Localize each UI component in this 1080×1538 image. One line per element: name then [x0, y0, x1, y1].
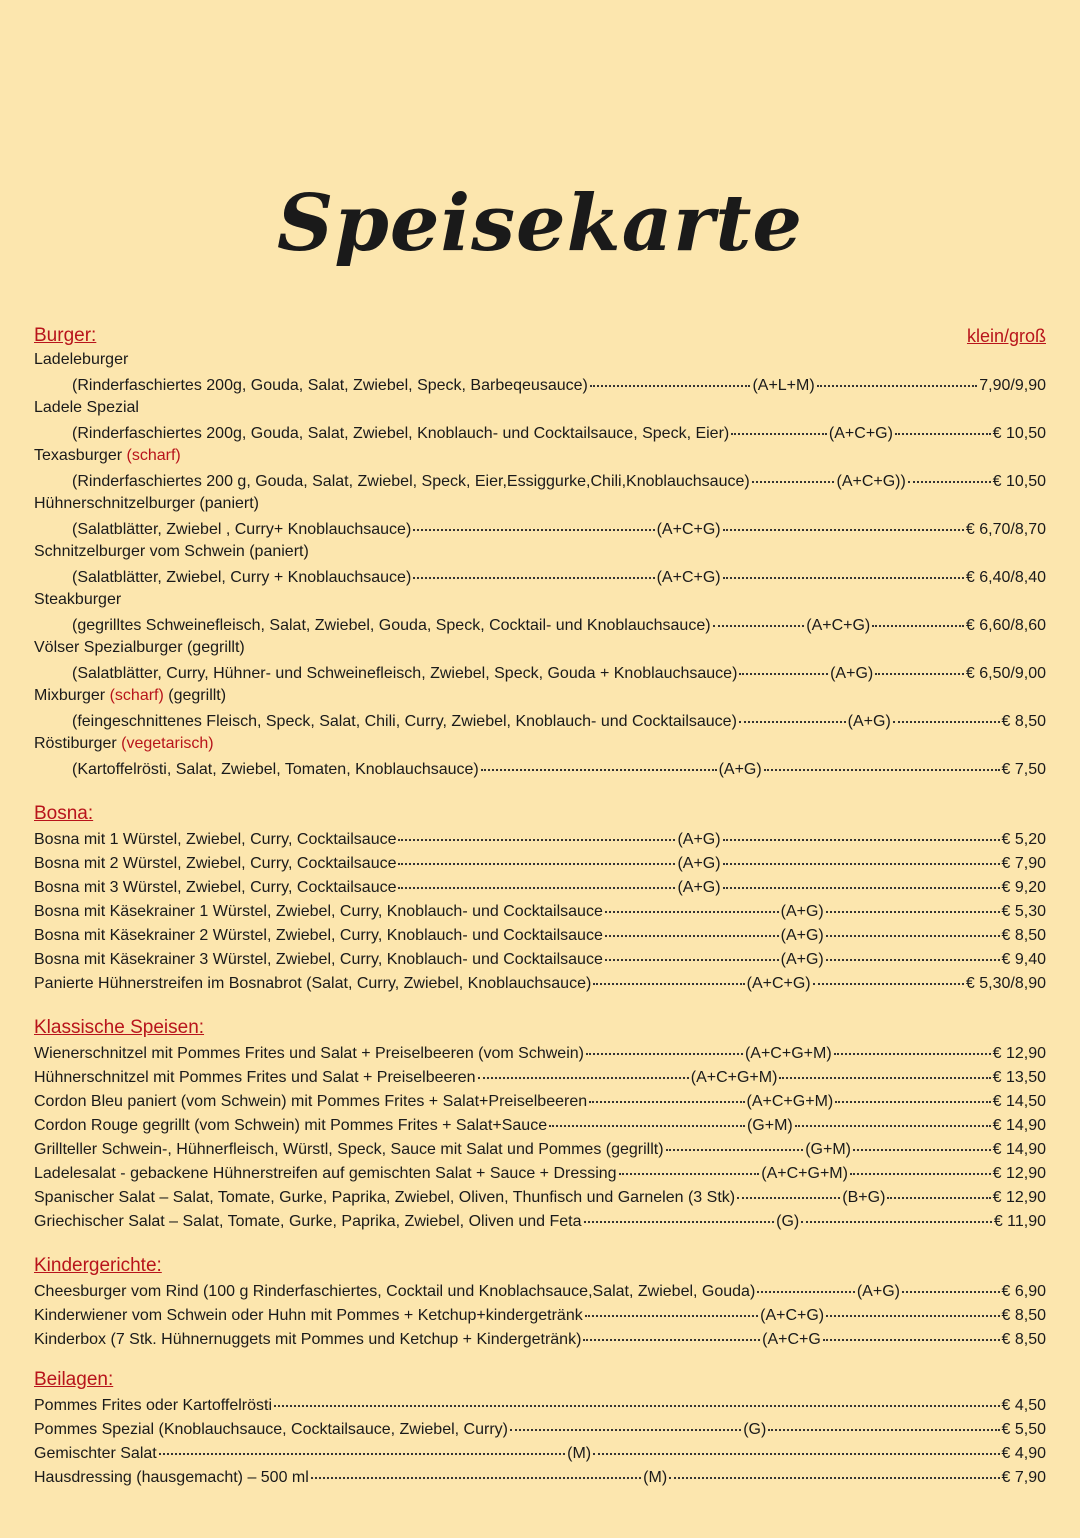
item-allergens: (A+C+G) — [828, 425, 893, 442]
leader-dots — [826, 919, 1000, 937]
item-allergens: (A+C+G+M) — [744, 1045, 832, 1062]
leader-dots — [853, 1133, 991, 1151]
leader-dots — [723, 871, 1000, 889]
leader-dots — [413, 513, 654, 531]
menu-item-detail — [34, 708, 1046, 732]
item-allergens: (A+G) — [780, 903, 824, 920]
item-price: € 6,50/9,00 — [965, 665, 1046, 682]
item-price: € 7,50 — [1001, 761, 1046, 778]
leader-dots — [669, 1461, 999, 1479]
leader-dots — [895, 417, 991, 435]
leader-dots — [731, 417, 827, 435]
item-title-suffix: (gegrillt) — [168, 687, 227, 704]
item-title: Bosna mit 2 Würstel, Zwiebel, Curry, Cocktailsauce — [34, 855, 397, 872]
leader-dots — [549, 1109, 745, 1127]
leader-dots — [723, 823, 1000, 841]
section-heading-burger — [34, 322, 1046, 348]
beilagen-heading: Beilagen: — [34, 1369, 114, 1390]
item-title: Mixburger — [34, 687, 106, 704]
leader-dots — [481, 753, 717, 771]
menu-item — [34, 1326, 1046, 1350]
item-price: € 10,50 — [992, 473, 1047, 490]
item-allergens: (M) — [567, 1445, 592, 1462]
leader-dots — [590, 369, 751, 387]
item-description: (Salatblätter, Zwiebel, Curry + Knoblauchsauce) — [72, 569, 412, 586]
klassisch-list — [34, 1040, 1046, 1232]
leader-dots — [619, 1157, 760, 1175]
leader-dots — [908, 465, 991, 483]
item-allergens: (G) — [776, 1213, 800, 1230]
item-price: 7,90/9,90 — [979, 377, 1047, 394]
page-title: Speisekarte — [277, 178, 803, 269]
item-title: Röstiburger — [34, 735, 117, 752]
item-title: Bosna mit Käsekrainer 2 Würstel, Zwiebel, Curry, Knoblauch- und Cocktailsauce — [34, 927, 603, 944]
item-price: € 8,50 — [1001, 1307, 1046, 1324]
leader-dots — [723, 561, 964, 579]
item-title: Hausdressing (hausgemacht) – 500 ml — [34, 1469, 309, 1486]
item-allergens: (A+L+M) — [752, 377, 815, 394]
size-label: klein/groß — [966, 326, 1046, 346]
item-allergens: (A+G) — [856, 1283, 900, 1300]
item-price: € 9,20 — [1001, 879, 1046, 896]
item-title: Gemischter Salat — [34, 1445, 157, 1462]
leader-dots — [605, 919, 779, 937]
bosna-list — [34, 826, 1046, 994]
item-title: Griechischer Salat – Salat, Tomate, Gurke, Paprika, Zwiebel, Oliven und Feta — [34, 1213, 582, 1230]
menu-item-detail — [34, 660, 1046, 684]
leader-dots — [398, 847, 675, 865]
item-allergens: (A+G) — [847, 713, 891, 730]
item-title: Cordon Rouge gegrillt (vom Schwein) mit Pommes Frites + Salat+Sauce — [34, 1117, 548, 1134]
item-title: Steakburger — [34, 591, 122, 608]
item-price: € 10,50 — [992, 425, 1047, 442]
item-description: (Rinderfaschiertes 200g, Gouda, Salat, Zwiebel, Knoblauch- und Cocktailsauce, Speck, Eier) — [72, 425, 730, 442]
item-title: Bosna mit 3 Würstel, Zwiebel, Curry, Cocktailsauce — [34, 879, 397, 896]
leader-dots — [398, 823, 675, 841]
item-title: Ladele Spezial — [34, 399, 139, 416]
item-price: € 6,60/8,60 — [965, 617, 1046, 634]
item-description: (Salatblätter, Curry, Hühner- und Schweinefleisch, Zwiebel, Speck, Gouda + Knoblauchsauce) — [72, 665, 738, 682]
item-price: € 12,90 — [992, 1165, 1046, 1182]
leader-dots — [589, 1085, 744, 1103]
item-title: Spanischer Salat – Salat, Tomate, Gurke, Paprika, Zwiebel, Oliven, Thunfisch und Garnelen (3 Stk) — [34, 1189, 736, 1206]
leader-dots — [826, 943, 1000, 961]
menu-item-detail — [34, 516, 1046, 540]
leader-dots — [752, 465, 835, 483]
item-title: Kinderbox (7 Stk. Hühnernuggets mit Pommes und Ketchup + Kindergetränk) — [34, 1331, 582, 1348]
item-title: Ladelesalat - gebackene Hühnerstreifen auf gemischten Salat + Sauce + Dressing — [34, 1165, 617, 1182]
item-allergens: (A+C+G) — [746, 975, 811, 992]
leader-dots — [835, 1085, 990, 1103]
item-price: € 6,40/8,40 — [965, 569, 1046, 586]
leader-dots — [875, 657, 964, 675]
item-price: € 8,50 — [1001, 1331, 1047, 1348]
item-price: € 8,50 — [1001, 927, 1047, 944]
item-title: Texasburger — [34, 447, 123, 464]
leader-dots — [605, 895, 779, 913]
item-description: (Rinderfaschiertes 200 g, Gouda, Salat, Zwiebel, Speck, Eier,Essiggurke,Chili,Knoblauchsauce) — [72, 473, 750, 490]
leader-dots — [872, 609, 964, 627]
item-price: € 12,90 — [992, 1045, 1046, 1062]
leader-dots — [274, 1389, 1000, 1407]
menu-item-detail — [34, 420, 1046, 444]
leader-dots — [893, 705, 1000, 723]
item-tag: (scharf) — [109, 687, 164, 704]
item-allergens: (A+G) — [677, 879, 721, 896]
item-allergens: (A+G) — [780, 927, 824, 944]
item-title: Völser Spezialburger (gegrillt) — [34, 639, 245, 656]
burger-heading: Burger: — [34, 325, 97, 346]
item-title: Wienerschnitzel mit Pommes Frites und Salat + Preiselbeeren (vom Schwein) — [34, 1045, 584, 1062]
leader-dots — [586, 1037, 743, 1055]
item-allergens: (G+M) — [746, 1117, 793, 1134]
item-allergens: (G+M) — [805, 1141, 851, 1158]
item-allergens: (A+C+G+M) — [761, 1165, 848, 1182]
item-price: € 14,50 — [992, 1093, 1047, 1110]
item-price: € 7,90 — [1001, 855, 1046, 872]
beilagen-list — [34, 1392, 1046, 1488]
item-allergens: (A+C+G)) — [836, 473, 906, 490]
menu-item-detail — [34, 372, 1046, 396]
leader-dots — [757, 1275, 855, 1293]
item-title: Bosna mit Käsekrainer 1 Würstel, Zwiebel, Curry, Knoblauch- und Cocktailsauce — [34, 903, 603, 920]
leader-dots — [737, 1181, 840, 1199]
leader-dots — [585, 1299, 758, 1317]
item-allergens: (A+C+G) — [656, 521, 721, 538]
section-heading-kinder — [34, 1252, 1046, 1278]
item-price: € 13,50 — [992, 1069, 1047, 1086]
item-allergens: (A+G) — [830, 665, 874, 682]
item-description: (Kartoffelrösti, Salat, Zwiebel, Tomaten, Knoblauchsauce) — [72, 761, 479, 778]
item-title: Kinderwiener vom Schwein oder Huhn mit Pommes + Ketchup+kindergetränk — [34, 1307, 583, 1324]
item-price: € 6,70/8,70 — [965, 521, 1046, 538]
leader-dots — [311, 1461, 641, 1479]
leader-dots — [813, 967, 964, 985]
leader-dots — [826, 1299, 999, 1317]
item-title: Schnitzelburger vom Schwein (paniert) — [34, 543, 309, 560]
item-title: Pommes Frites oder Kartoffelrösti — [34, 1397, 273, 1414]
item-title: Cordon Bleu paniert (vom Schwein) mit Pommes Frites + Salat+Preiselbeeren — [34, 1093, 588, 1110]
item-tag: (scharf) — [126, 447, 181, 464]
klassisch-heading: Klassische Speisen: — [34, 1017, 205, 1038]
leader-dots — [739, 705, 846, 723]
item-title: Bosna mit 1 Würstel, Zwiebel, Curry, Cocktailsauce — [34, 831, 397, 848]
menu — [34, 322, 1046, 1488]
leader-dots — [850, 1157, 991, 1175]
item-description: (gegrilltes Schweinefleisch, Salat, Zwiebel, Gouda, Speck, Cocktail- und Knoblauchsauce) — [72, 617, 711, 634]
item-price: € 9,40 — [1001, 951, 1047, 968]
leader-dots — [605, 943, 779, 961]
leader-dots — [713, 609, 805, 627]
leader-dots — [795, 1109, 991, 1127]
item-allergens: (A+C+G — [762, 1331, 821, 1348]
item-allergens: (G) — [743, 1421, 767, 1438]
item-allergens: (A+C+G) — [656, 569, 721, 586]
menu-item — [34, 970, 1046, 994]
leader-dots — [478, 1061, 689, 1079]
menu-item-detail — [34, 564, 1046, 588]
item-allergens: (A+C+G) — [806, 617, 871, 634]
leader-dots — [159, 1437, 565, 1455]
item-allergens: (A+G) — [780, 951, 824, 968]
item-allergens: (A+G) — [718, 761, 762, 778]
leader-dots — [593, 1437, 999, 1455]
leader-dots — [779, 1061, 990, 1079]
item-price: € 11,90 — [993, 1213, 1047, 1230]
leader-dots — [826, 895, 1000, 913]
leader-dots — [764, 753, 1000, 771]
leader-dots — [593, 967, 744, 985]
item-allergens: (M) — [643, 1469, 668, 1486]
item-description: (Rinderfaschiertes 200g, Gouda, Salat, Zwiebel, Speck, Barbeqeusauce) — [72, 377, 588, 394]
item-price: € 12,90 — [992, 1189, 1047, 1206]
menu-item — [34, 1208, 1046, 1232]
menu-item — [34, 1464, 1046, 1488]
leader-dots — [768, 1413, 999, 1431]
item-title: Ladeleburger — [34, 351, 129, 368]
item-price: € 7,90 — [1001, 1469, 1046, 1486]
item-price: € 4,90 — [1001, 1445, 1046, 1462]
leader-dots — [723, 847, 1000, 865]
leader-dots — [817, 369, 978, 387]
item-title: Hühnerschnitzel mit Pommes Frites und Salat + Preiselbeeren — [34, 1069, 476, 1086]
leader-dots — [398, 871, 675, 889]
leader-dots — [887, 1181, 990, 1199]
kinder-list — [34, 1278, 1046, 1350]
item-title: Pommes Spezial (Knoblauchsauce, Cocktailsauce, Zwiebel, Curry) — [34, 1421, 508, 1438]
burger-list — [34, 348, 1046, 780]
leader-dots — [510, 1413, 741, 1431]
item-price: € 4,50 — [1001, 1397, 1046, 1414]
kinder-heading: Kindergerichte: — [34, 1255, 162, 1276]
item-allergens: (A+G) — [677, 855, 721, 872]
menu-item-detail — [34, 612, 1046, 636]
item-title: Hühnerschnitzelburger (paniert) — [34, 495, 259, 512]
menu-item-name — [34, 444, 1046, 468]
item-allergens: (A+G) — [677, 831, 721, 848]
leader-dots — [834, 1037, 991, 1055]
leader-dots — [666, 1133, 804, 1151]
leader-dots — [583, 1323, 760, 1341]
item-price: € 14,90 — [992, 1141, 1047, 1158]
menu-item-detail — [34, 756, 1046, 780]
menu-item-detail — [34, 468, 1046, 492]
item-allergens: (B+G) — [842, 1189, 886, 1206]
leader-dots — [413, 561, 654, 579]
item-price: € 14,90 — [992, 1117, 1046, 1134]
bosna-heading: Bosna: — [34, 803, 94, 824]
item-allergens: (A+C+G+M) — [746, 1093, 834, 1110]
item-title: Grillteller Schwein-, Hühnerfleisch, Würstl, Speck, Sauce mit Salat und Pommes (gegrillt) — [34, 1141, 664, 1158]
leader-dots — [584, 1205, 775, 1223]
item-tag: (vegetarisch) — [121, 735, 214, 752]
item-price: € 5,30/8,90 — [965, 975, 1046, 992]
item-allergens: (A+C+G) — [760, 1307, 825, 1324]
item-price: € 5,50 — [1001, 1421, 1047, 1438]
item-title: Panierte Hühnerstreifen im Bosnabrot (Salat, Curry, Zwiebel, Knoblauchsauce) — [34, 975, 592, 992]
item-price: € 5,20 — [1001, 831, 1046, 848]
item-price: € 6,90 — [1001, 1283, 1047, 1300]
leader-dots — [902, 1275, 1000, 1293]
item-price: € 5,30 — [1001, 903, 1047, 920]
leader-dots — [723, 513, 964, 531]
leader-dots — [823, 1323, 1000, 1341]
item-description: (Salatblätter, Zwiebel , Curry+ Knoblauchsauce) — [72, 521, 412, 538]
item-title: Cheesburger vom Rind (100 g Rinderfaschiertes, Cocktail und Knoblachsauce,Salat, Zwiebel, Gouda) — [34, 1283, 756, 1300]
item-allergens: (A+C+G+M) — [690, 1069, 778, 1086]
item-description: (feingeschnittenes Fleisch, Speck, Salat, Chili, Curry, Zwiebel, Knoblauch- und Cocktailsauce) — [72, 713, 737, 730]
item-title: Bosna mit Käsekrainer 3 Würstel, Zwiebel, Curry, Knoblauch- und Cocktailsauce — [34, 951, 603, 968]
leader-dots — [801, 1205, 992, 1223]
item-price: € 8,50 — [1001, 713, 1047, 730]
leader-dots — [739, 657, 828, 675]
